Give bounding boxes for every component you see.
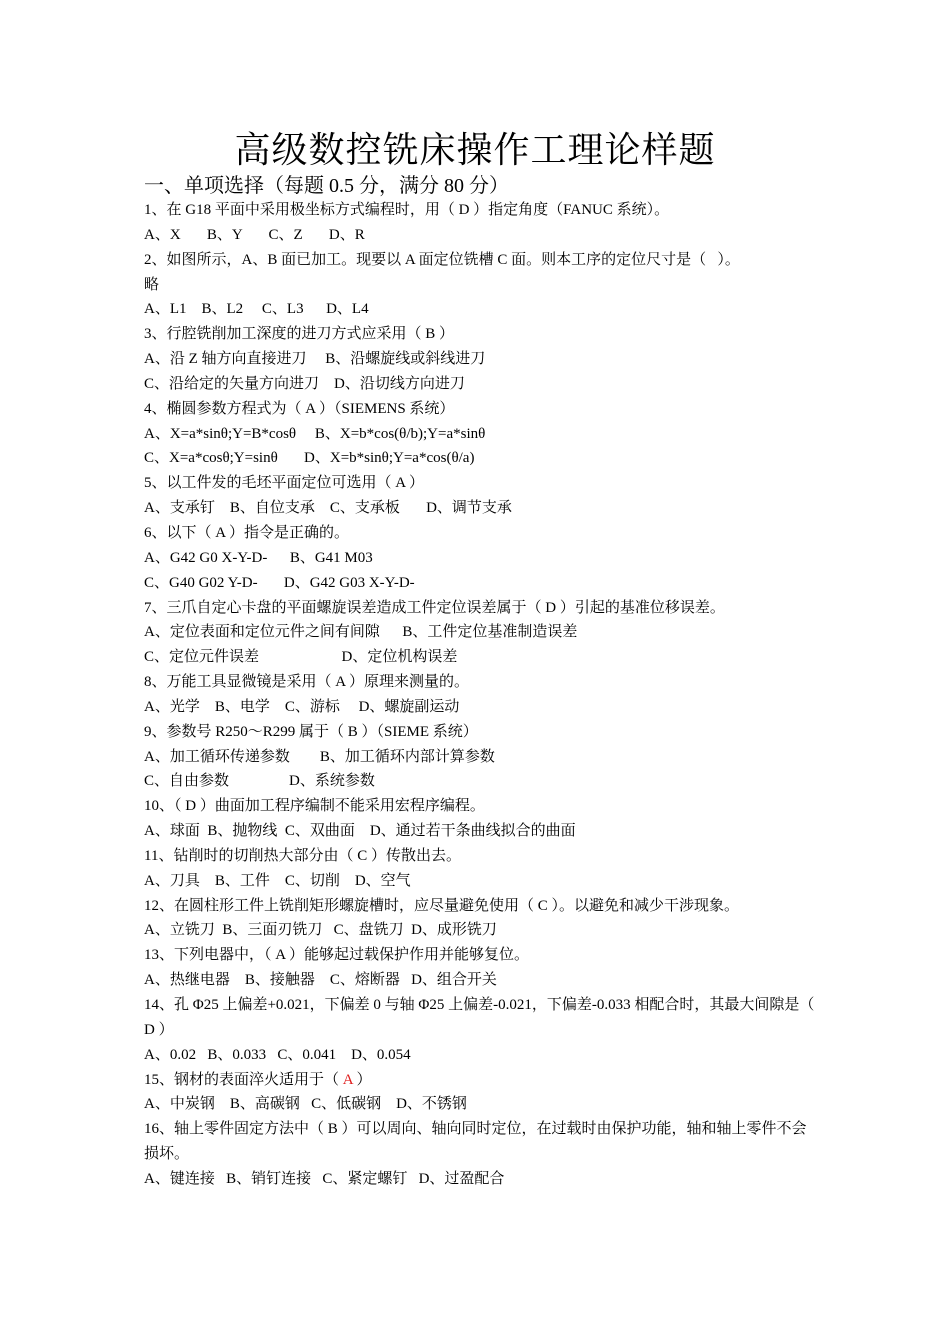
options-7b: C、定位元件误差 D、定位机构误差 — [144, 649, 458, 666]
question-12: 12、在圆柱形工件上铣削矩形螺旋槽时，应尽量避免使用（ C ）。以避免和减少干涉现象。 — [144, 897, 740, 914]
question-1: 1、在 G18 平面中采用极坐标方式编程时，用（ D ）指定角度（FANUC 系统）。 — [144, 202, 670, 218]
question-15-text: 15、钢材的表面淬火适用于（ — [144, 1071, 340, 1088]
question-5: 5、以工件发的毛坯平面定位可选用（ A ） — [144, 475, 425, 492]
question-7: 7、三爪自定心卡盘的平面螺旋误差造成工件定位误差属于（ D ）引起的基准位移误差。 — [144, 599, 725, 616]
section-heading: 一、单项选择（每题 0.5 分，满分 80 分） — [144, 175, 509, 197]
options-1: A、X B、Y C、Z D、R — [144, 226, 365, 243]
question-list — [144, 198, 816, 1192]
options-2: A、L1 B、L2 C、L3 D、L4 — [144, 301, 369, 318]
question-4: 4、椭圆参数方程式为（ A ）（SIEMENS 系统） — [144, 400, 455, 417]
options-5: A、支承钉 B、自位支承 C、支承板 D、调节支承 — [144, 500, 512, 517]
question-14: 14、孔 Φ25 上偏差+0.021，下偏差 0 与轴 Φ25 上偏差-0.021，下偏差-0.033 相配合时，其最大间隙是（ D ） — [144, 997, 815, 1038]
question-13: 13、下列电器中，（ A ）能够起过载保护作用并能够复位。 — [144, 947, 530, 964]
options-6a: A、G42 G0 X-Y-D- B、G41 M03 — [144, 549, 373, 566]
options-14: A、0.02 B、0.033 C、0.041 D、0.054 — [144, 1046, 411, 1063]
options-16: A、键连接 B、销钉连接 C、紧定螺钉 D、过盈配合 — [144, 1170, 505, 1187]
options-13: A、热继电器 B、接触器 C、熔断器 D、组合开关 — [144, 972, 497, 989]
options-15: A、中炭钢 B、高碳钢 C、低碳钢 D、不锈钢 — [144, 1096, 467, 1113]
options-10: A、球面 B、抛物线 C、双曲面 D、通过若干条曲线拟合的曲面 — [144, 823, 576, 840]
options-11: A、刀具 B、工件 C、切削 D、空气 — [144, 872, 411, 889]
options-12: A、立铣刀 B、三面刃铣刀 C、盘铣刀 D、成形铣刀 — [144, 922, 497, 939]
question-15-close: ） — [356, 1071, 372, 1088]
question-11: 11、钻削时的切削热大部分由（ C ）传散出去。 — [144, 847, 461, 864]
options-6b: C、G40 G02 Y-D- D、G42 G03 X-Y-D- — [144, 574, 415, 591]
question-9: 9、参数号 R250～R299 属于（ B ）（SIEME 系统） — [144, 723, 478, 740]
options-8: A、光学 B、电学 C、游标 D、螺旋副运动 — [144, 698, 460, 715]
options-4b: C、X=a*cosθ;Y=sinθ D、X=b*sinθ;Y=a*cos(θ/a) — [144, 450, 475, 467]
options-3a: A、沿 Z 轴方向直接进刀 B、沿螺旋线或斜线进刀 — [144, 351, 486, 368]
question-10: 10、（ D ）曲面加工程序编制不能采用宏程序编程。 — [144, 798, 485, 815]
question-15 — [144, 1068, 816, 1093]
page-title: 高级数控铣床操作工理论样题 — [234, 130, 716, 170]
question-2-note: 略 — [144, 276, 160, 293]
question-15-answer: A — [339, 1071, 357, 1088]
options-9a: A、加工循环传递参数 B、加工循环内部计算参数 — [144, 748, 495, 765]
question-2: 2、如图所示，A、B 面已加工。现要以 A 面定位铣槽 C 面。则本工序的定位尺寸是（ ）。 — [144, 251, 740, 268]
options-9b: C、自由参数 D、系统参数 — [144, 773, 375, 790]
options-4a: A、X=a*sinθ;Y=B*cosθ B、X=b*cos(θ/b);Y=a*sinθ — [144, 425, 486, 442]
options-7a: A、定位表面和定位元件之间有间隙 B、工件定位基准制造误差 — [144, 624, 578, 641]
question-8: 8、万能工具显微镜是采用（ A ）原理来测量的。 — [144, 674, 470, 691]
question-6: 6、以下（ A ）指令是正确的。 — [144, 524, 350, 541]
options-3b: C、沿给定的矢量方向进刀 D、沿切线方向进刀 — [144, 375, 465, 392]
question-16: 16、轴上零件固定方法中（ B ）可以周向、轴向同时定位，在过载时由保护功能，轴和轴上零件不会损坏。 — [144, 1121, 807, 1163]
question-3: 3、行腔铣削加工深度的进刀方式应采用（ B ） — [144, 326, 455, 343]
